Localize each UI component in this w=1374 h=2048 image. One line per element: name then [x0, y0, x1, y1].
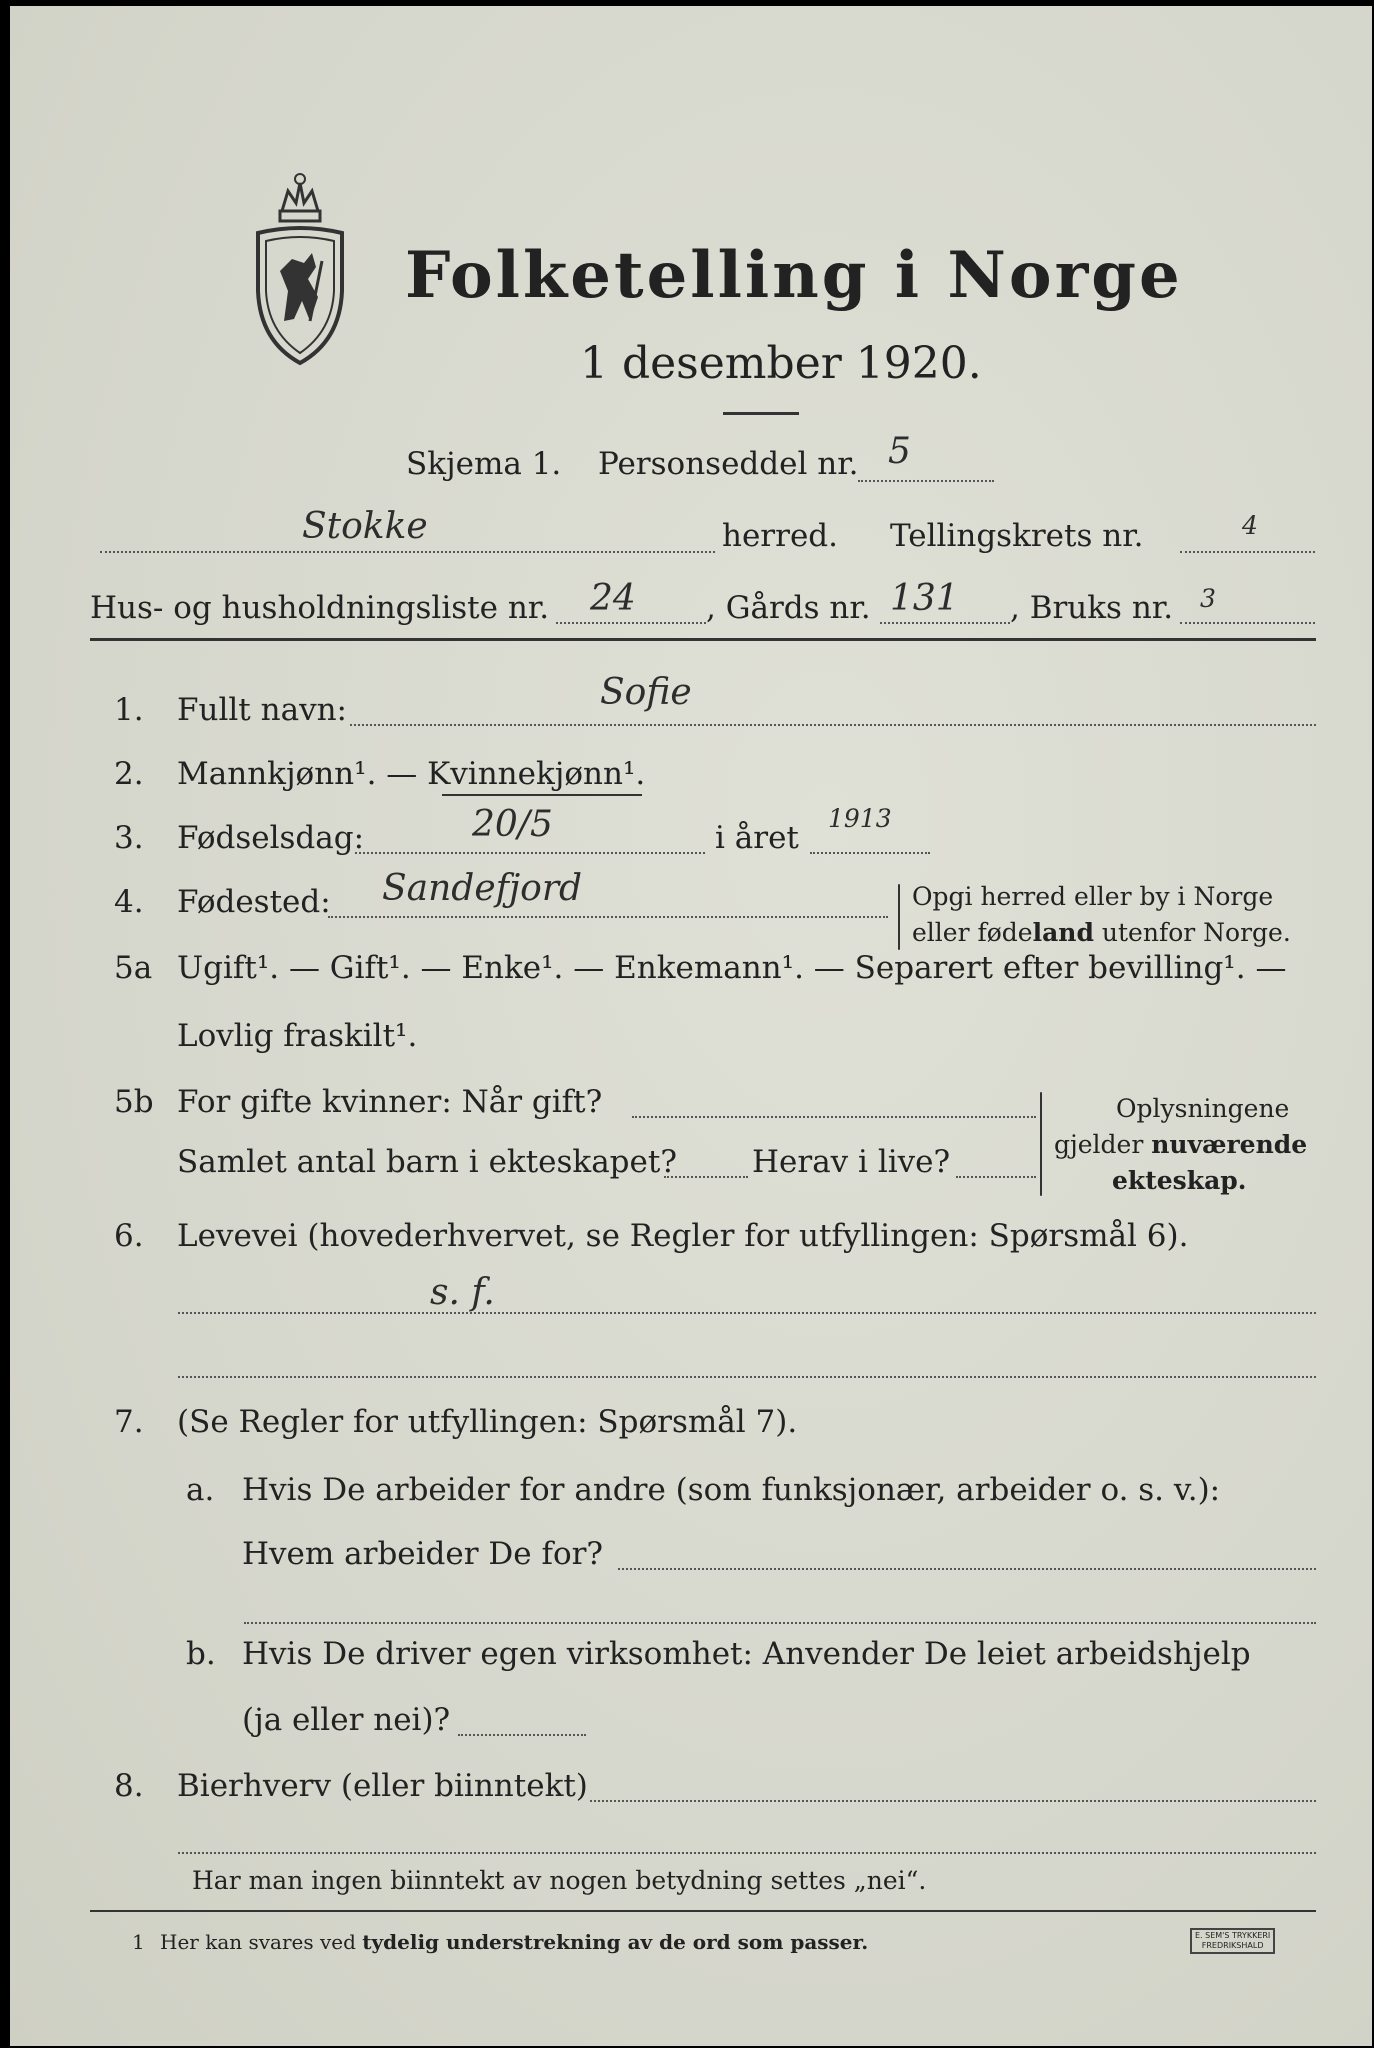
census-date: 1 desember 1920. [580, 338, 982, 389]
q6-number: 6. [114, 1218, 144, 1254]
personseddel-label: Personseddel nr. [598, 446, 859, 482]
gender-underline [442, 794, 642, 796]
tellingskrets-label: Tellingskrets nr. [890, 518, 1144, 554]
schema-label: Skjema 1. [406, 446, 562, 482]
bruks-value[interactable]: 3 [1200, 584, 1216, 613]
footnote-text: Her kan svares ved tydelig understrekning av de ord som passer. [160, 1930, 869, 1954]
marital-status-options: Ugift¹. — Gift¹. — Enke¹. — Enkemann¹. — Separert efter bevilling¹. — [177, 950, 1287, 986]
gards-value[interactable]: 131 [890, 578, 959, 619]
norway-coat-of-arms-icon [240, 171, 360, 371]
header-rule [90, 638, 1316, 641]
marriage-note-line1: Oplysningene [1116, 1094, 1290, 1123]
occupation-value[interactable]: s. f. [430, 1272, 495, 1313]
q4-number: 4. [114, 884, 144, 920]
footer-rule [90, 1910, 1316, 1912]
census-form-page [10, 6, 1372, 2046]
children-count-label: Samlet antal barn i ekteskapet? [177, 1144, 677, 1180]
footnote-mark: 1 [132, 1930, 145, 1954]
herred-label: herred. [722, 518, 838, 554]
bruks-label: , Bruks nr. [1010, 590, 1174, 626]
personseddel-value[interactable]: 5 [888, 431, 911, 472]
q7a-letter: a. [186, 1472, 215, 1508]
marriage-note-line2: gjelder nuværende [1054, 1130, 1308, 1159]
title-divider [723, 412, 799, 415]
gender-options: Mannkjønn¹. — Kvinnekjønn¹. [177, 756, 646, 792]
q8-number: 8. [114, 1768, 144, 1804]
marital-status-options-line2: Lovlig fraskilt¹. [177, 1018, 418, 1054]
birthplace-note-line1: Opgi herred eller by i Norge [912, 882, 1274, 911]
form-title: Folketelling i Norge [405, 238, 1183, 313]
herred-value[interactable]: Stokke [302, 506, 428, 547]
household-list-value[interactable]: 24 [590, 578, 636, 619]
birth-year-value[interactable]: 1913 [828, 804, 892, 833]
full-name-value[interactable]: Sofie [600, 672, 692, 713]
employer-label: Hvem arbeider De for? [242, 1536, 604, 1572]
q5a-number: 5a [114, 950, 153, 986]
household-list-label: Hus- og husholdningsliste nr. [90, 590, 550, 626]
hired-help-label: (ja eller nei)? [242, 1702, 451, 1738]
married-when-label: For gifte kvinner: Når gift? [177, 1084, 603, 1120]
q3-number: 3. [114, 820, 144, 856]
q1-number: 1. [114, 692, 144, 728]
q7-number: 7. [114, 1404, 144, 1440]
occupation-label: Levevei (hovederhvervet, se Regler for utfyllingen: Spørsmål 6). [177, 1218, 1189, 1254]
q7-label: (Se Regler for utfyllingen: Spørsmål 7). [177, 1404, 798, 1440]
tellingskrets-value[interactable]: 4 [1242, 511, 1258, 540]
birthplace-value[interactable]: Sandefjord [382, 868, 583, 909]
q2-number: 2. [114, 756, 144, 792]
children-alive-label: Herav i live? [752, 1144, 951, 1180]
q7b-line1: Hvis De driver egen virksomhet: Anvender De leiet arbeidshjelp [242, 1636, 1251, 1672]
side-income-label: Bierhverv (eller biinntekt) [177, 1768, 588, 1804]
year-label: i året [715, 820, 799, 856]
gards-label: , Gårds nr. [706, 590, 871, 626]
marriage-note-line3: ekteskap. [1112, 1166, 1247, 1195]
q3-label: Fødselsdag: [177, 820, 365, 856]
printer-stamp: E. SEM'S TRYKKERI FREDRIKSHALD [1190, 1928, 1275, 1954]
side-income-note: Har man ingen biinntekt av nogen betydning settes „nei“. [192, 1866, 927, 1895]
birthplace-note-line2: eller fødeland utenfor Norge. [912, 918, 1291, 947]
q1-label: Fullt navn: [177, 692, 347, 728]
q7b-letter: b. [186, 1636, 216, 1672]
q4-label: Fødested: [177, 884, 331, 920]
birthday-value[interactable]: 20/5 [472, 804, 553, 845]
q5b-number: 5b [114, 1084, 154, 1120]
q7a-line1: Hvis De arbeider for andre (som funksjonær, arbeider o. s. v.): [242, 1472, 1221, 1508]
